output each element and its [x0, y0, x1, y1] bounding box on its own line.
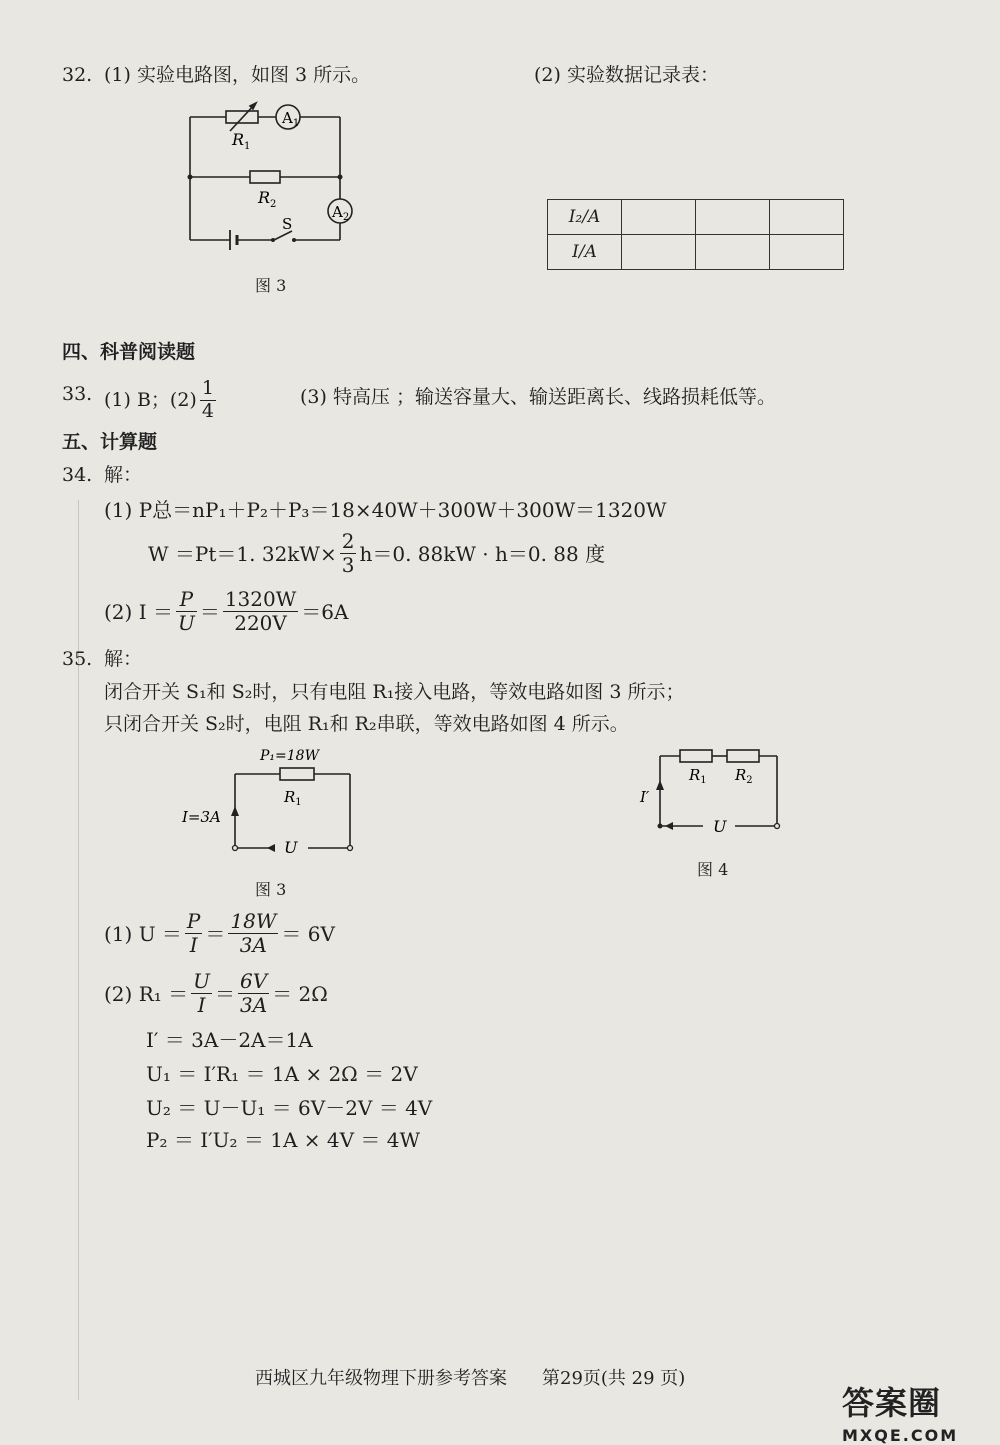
- q35-line1: 闭合开关 S₁和 S₂时，只有电阻 R₁接入电路，等效电路如图 3 所示；: [104, 681, 685, 703]
- q32-fig-caption: 图 3: [255, 276, 287, 295]
- table-cell: [770, 200, 844, 235]
- section-5-title: 五、计算题: [62, 431, 158, 453]
- q35-s2-post: ＝ 2Ω: [272, 981, 328, 1006]
- q34-l2-post: h＝0. 88kW · h＝0. 88 度: [359, 541, 606, 566]
- q35-step4: U₁ ＝ I′R₁ ＝ 1A × 2Ω ＝ 2V: [146, 1062, 418, 1086]
- q35-jie: 解：: [104, 648, 143, 670]
- q35-step5: U₂ ＝ U－U₁ ＝ 6V－2V ＝ 4V: [146, 1096, 433, 1120]
- r2-sub: 2: [270, 199, 277, 210]
- data-record-table: [547, 199, 844, 270]
- q35-s1-post: ＝ 6V: [281, 921, 335, 946]
- watermark-site: MXQE.COM: [842, 1426, 959, 1445]
- q35-s2-n1: U: [193, 969, 210, 993]
- q34-line2: [148, 530, 605, 577]
- section-4-title: 四、科普阅读题: [62, 341, 196, 363]
- fig3-circuit-diagram: [180, 740, 370, 870]
- q34-l3-d1: U: [177, 611, 195, 635]
- fig4-caption: 图 4: [697, 860, 729, 879]
- switch-label: S: [282, 215, 293, 233]
- svg-text:R1: [688, 766, 707, 786]
- q35-step3: I′ ＝ 3A－2A＝1A: [146, 1028, 313, 1052]
- svg-text:R2: [734, 766, 753, 786]
- q34-l2-fraction: [340, 530, 357, 577]
- table-header-i2: I₂/A: [548, 200, 622, 235]
- q32-circuit-diagram: [180, 95, 360, 255]
- q35-s2-n2: 6V: [239, 969, 268, 993]
- q34-l2-pre: W ＝Pt＝1. 32kW×: [148, 541, 337, 566]
- a1-label: A: [282, 109, 293, 127]
- q35-s2-pre: (2) R₁ ＝: [104, 981, 189, 1006]
- q34-jie: 解：: [104, 464, 143, 486]
- table-header-i: I/A: [548, 235, 622, 270]
- svg-text:R1: [231, 130, 250, 152]
- q34-l3-post: ＝6A: [301, 599, 349, 624]
- fig3-voltage-label: U: [284, 838, 298, 857]
- q33-part1: (1) B；(2): [104, 388, 197, 411]
- q34-l3-mid: ＝: [199, 599, 220, 624]
- q34-number: 34.: [62, 464, 93, 486]
- a1-sub: 1: [292, 118, 300, 129]
- r1-label: R: [232, 130, 245, 149]
- table-cell: [770, 235, 844, 270]
- q35-s1-n2: 18W: [230, 909, 277, 933]
- q34-l3-frac2: [223, 588, 298, 635]
- r1-sub: 1: [244, 141, 251, 152]
- fig4-r1-label: R: [689, 766, 701, 784]
- fig4-current-label: I′: [640, 788, 650, 806]
- fig3-r-sub: 1: [295, 797, 302, 808]
- q35-s2-mid: ＝: [214, 981, 235, 1006]
- q34-l3-pre: (2) I ＝: [104, 599, 173, 624]
- q33-frac-den: 4: [201, 399, 214, 422]
- q34-line3: [104, 588, 348, 635]
- svg-text:R1: [283, 788, 302, 808]
- q33-number: 33.: [62, 383, 93, 405]
- q34-l3-frac1: [176, 588, 197, 635]
- q35-s1-mid: ＝: [205, 921, 226, 946]
- q34-l2-den: 3: [341, 553, 355, 577]
- footer-title: 西城区九年级物理下册参考答案: [255, 1368, 507, 1389]
- q32-part2: (2) 实验数据记录表：: [534, 64, 719, 86]
- q33-fraction: [200, 378, 216, 423]
- q35-s1-d1: I: [189, 933, 198, 957]
- q35-s1-n1: P: [186, 909, 201, 933]
- q35-step1: [104, 910, 335, 957]
- q34-l2-num: 2: [341, 529, 355, 553]
- q35-s2-frac1: [191, 970, 212, 1017]
- fig4-r2-label: R: [735, 766, 747, 784]
- watermark-logo-text: 答案圈: [842, 1384, 942, 1422]
- q35-s1-pre: (1) U ＝: [104, 921, 182, 946]
- watermark-logo: [842, 1378, 990, 1445]
- table-cell: [696, 200, 770, 235]
- fig4-r1-sub: 1: [700, 775, 707, 786]
- q33-answer-1-2: [104, 378, 219, 423]
- q33-frac-num: 1: [201, 377, 214, 399]
- fig3-r-label: R: [284, 788, 296, 806]
- r2-label: R: [258, 188, 271, 207]
- q34-l3-d2: 220V: [234, 611, 287, 635]
- q32-part1: (1) 实验电路图，如图 3 所示。: [104, 64, 371, 86]
- table-row: [548, 200, 844, 235]
- fig4-circuit-diagram: [635, 742, 795, 842]
- fig4-voltage-label: U: [713, 817, 727, 836]
- fig4-r2-sub: 2: [746, 775, 753, 786]
- a2-sub: 2: [342, 212, 350, 223]
- q35-number: 35.: [62, 648, 93, 670]
- a2-label: A: [332, 203, 343, 221]
- q35-s1-frac2: [228, 910, 278, 957]
- q32-number: 32.: [62, 64, 93, 86]
- table-cell: [622, 200, 696, 235]
- q35-s2-d2: 3A: [239, 993, 268, 1017]
- q35-step6: P₂ ＝ I′U₂ ＝ 1A × 4V ＝ 4W: [146, 1128, 421, 1152]
- svg-text:R2: [257, 188, 276, 210]
- footer-page-number: 第29页(共 29 页): [542, 1368, 686, 1389]
- q35-s1-d2: 3A: [239, 933, 267, 957]
- page-margin-line: [78, 500, 79, 1400]
- fig3-current-label: I=3A: [182, 808, 221, 826]
- q33-part3: (3) 特高压 ；输送容量大、输送距离长、线路损耗低等。: [300, 386, 776, 408]
- table-cell: [622, 235, 696, 270]
- table-cell: [696, 235, 770, 270]
- q34-l3-n2: 1320W: [224, 587, 297, 611]
- q34-l3-n1: P: [176, 588, 197, 612]
- q35-step2: [104, 970, 328, 1017]
- q34-line1: (1) P总＝nP₁＋P₂＋P₃＝18×40W＋300W＋300W＝1320W: [104, 498, 667, 522]
- q35-s1-frac1: [185, 910, 202, 957]
- table-row: [548, 235, 844, 270]
- fig3-p1-label: P₁=18W: [260, 748, 319, 764]
- q35-s2-frac2: [238, 970, 269, 1017]
- q35-line2: 只闭合开关 S₂时，电阻 R₁和 R₂串联，等效电路如图 4 所示。: [104, 713, 629, 735]
- q35-s2-d1: I: [197, 993, 206, 1017]
- fig3-caption: 图 3: [255, 880, 287, 899]
